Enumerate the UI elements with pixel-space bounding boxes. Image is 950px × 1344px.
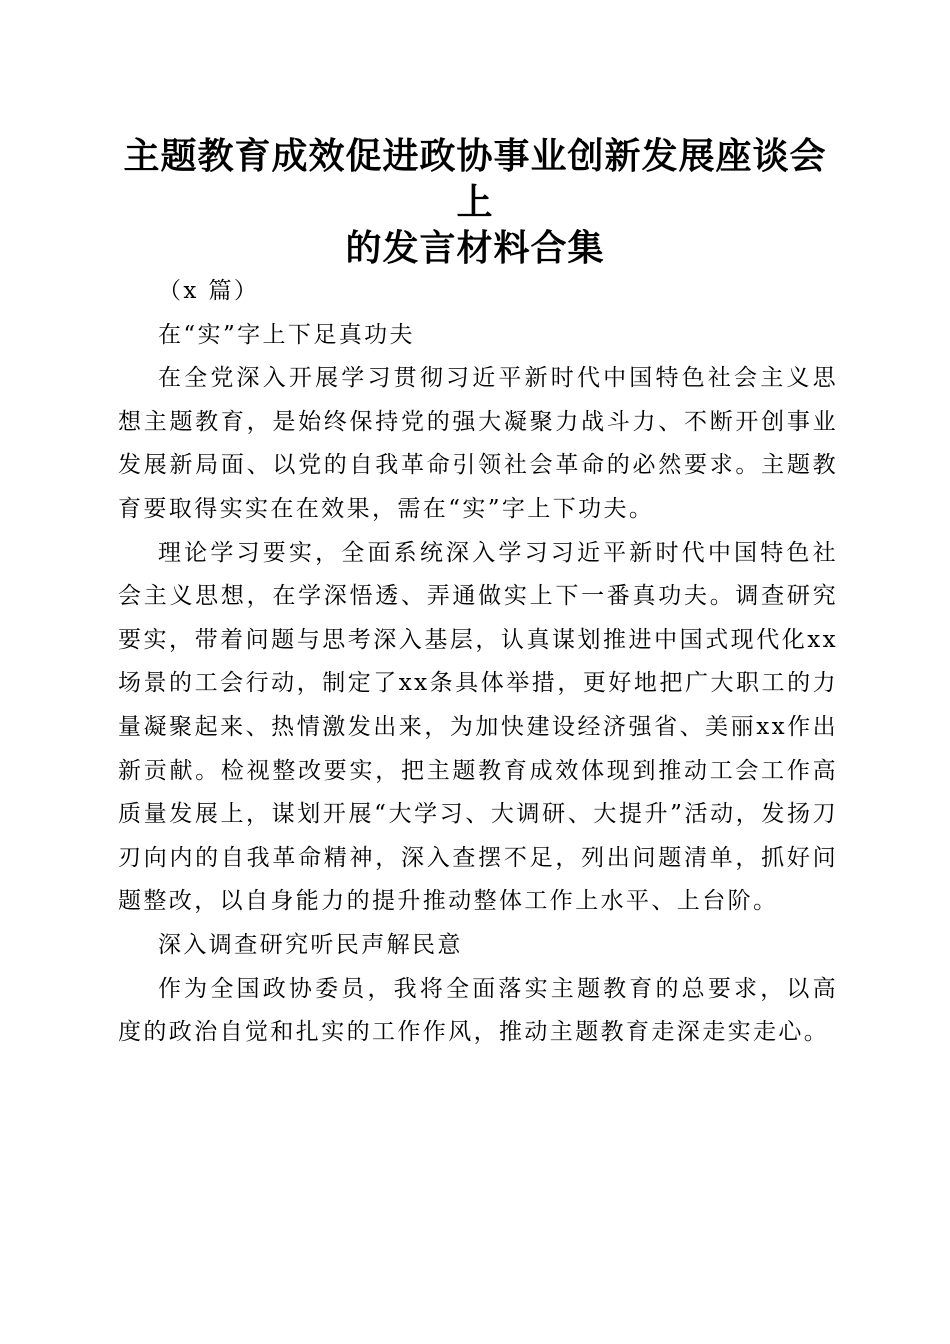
title-line-2: 的发言材料合集 bbox=[345, 227, 605, 269]
document-body bbox=[118, 270, 838, 1055]
paragraph-3: 作为全国政协委员，我将全面落实主题教育的总要求，以高度的政治自觉和扎实的工作作风，推动主题教育走深走实走心。 bbox=[118, 975, 838, 1046]
document-title bbox=[110, 133, 840, 271]
title-line-1: 主题教育成效促进政协事业创新发展座谈会上 bbox=[123, 135, 827, 223]
article-count: （x 篇） bbox=[158, 278, 260, 304]
paragraph-1: 在全党深入开展学习贯彻习近平新时代中国特色社会主义思想主题教育，是始终保持党的强大凝聚力战斗力、不断开创事业发展新局面、以党的自我革命引领社会革命的必然要求。主题教育要取得实实在在效果，需在“实”字上下功夫。 bbox=[118, 365, 838, 522]
section-heading-2: 深入调查研究听民声解民意 bbox=[158, 931, 463, 958]
paragraph-2: 理论学习要实，全面系统深入学习习近平新时代中国特色社会主义思想，在学深悟透、弄通做实上下一番真功夫。调查研究要实，带着问题与思考深入基层，认真谋划推进中国式现代化xx场景的工会行动，制定了xx条具体举措，更好地把广大职工的力量凝聚起来、热情激发出来，为加快建设经济强省、美丽xx作出新贡献。检视整改要实，把主题教育成效体现到推动工会工作高质量发展上，谋划开展“大学习、大调研、大提升”活动，发扬刀刃向内的自我革命精神，深入查摆不足，列出问题清单，抓好问题整改，以自身能力的提升推动整体工作上水平、上台阶。 bbox=[118, 539, 838, 915]
section-heading-1: 在“实”字上下足真功夫 bbox=[158, 321, 415, 348]
